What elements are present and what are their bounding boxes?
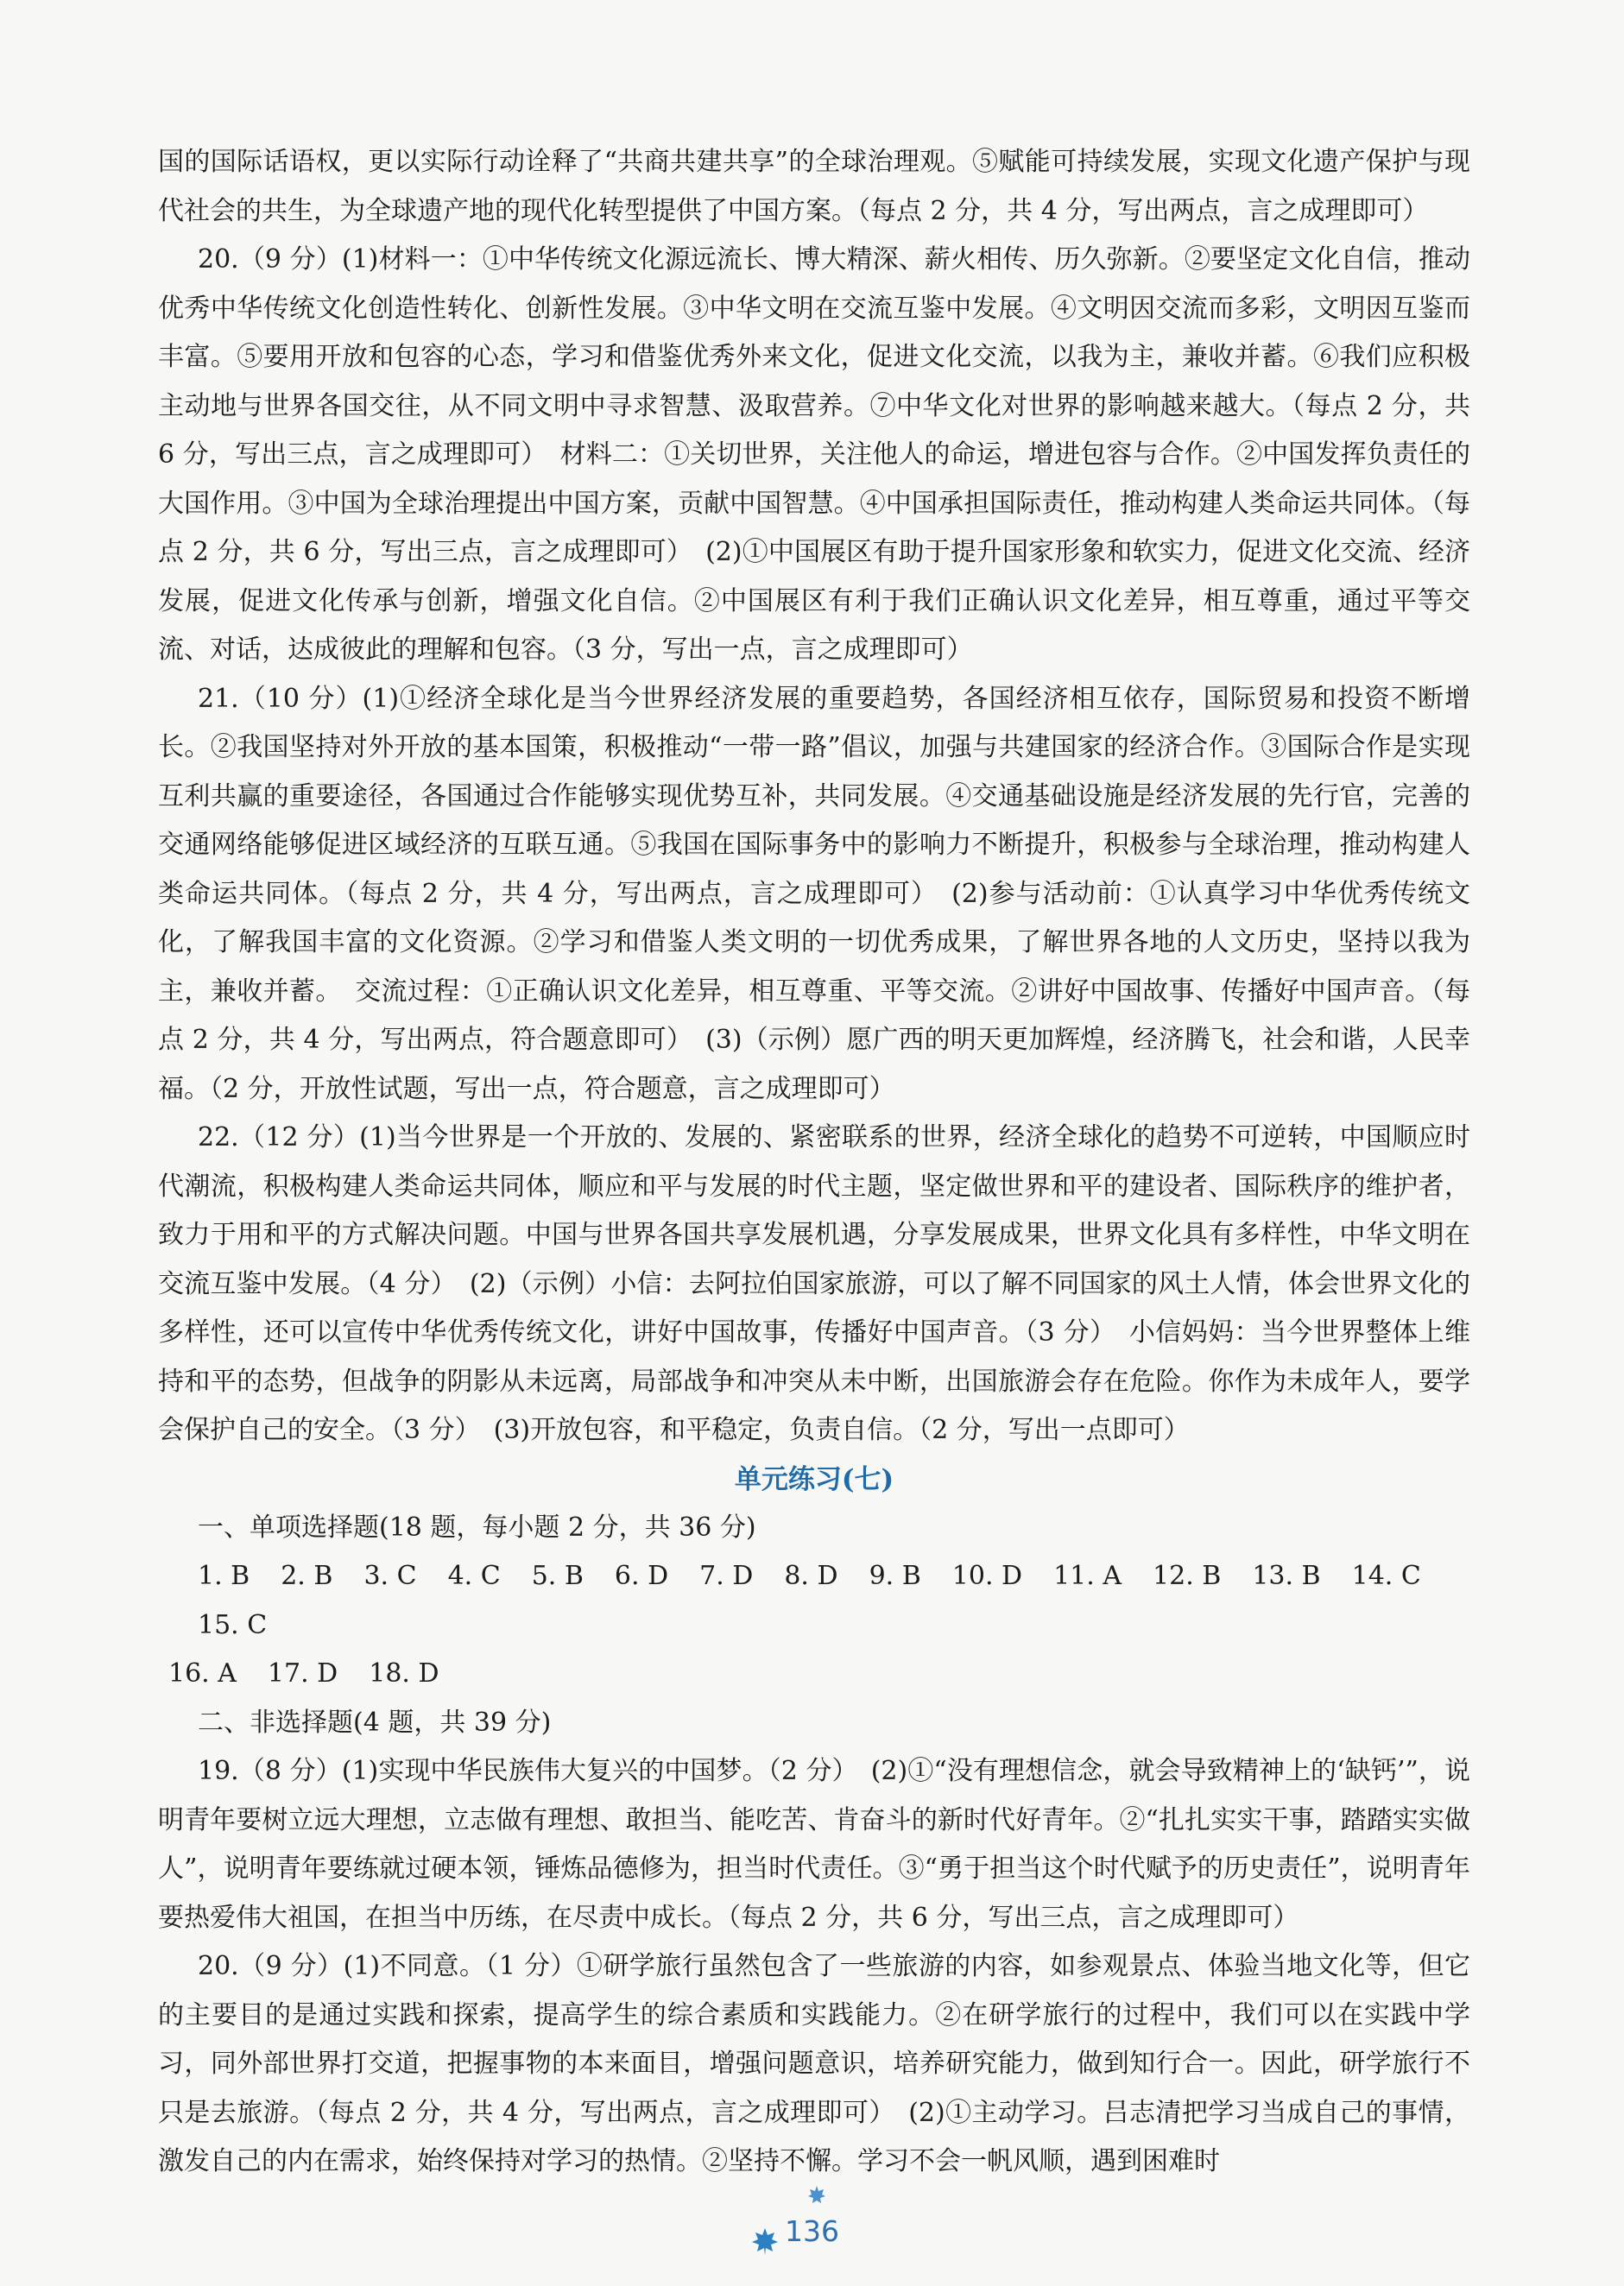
answer-item: 3. C — [363, 1561, 417, 1591]
paragraph-q19: 19.（8 分）(1)实现中华民族伟大复兴的中国梦。（2 分） (2)①“没有理想信念，就会导致精神上的‘缺钙’”，说明青年要树立远大理想，立志做有理想、敢担当、能吃苦、肯奋斗的新时代好青年。②“扎扎实实干事，踏踏实实做人”，说明青年要练就过硬本领，锤炼品德修为，担当时代责任。③“勇于担当这个时代赋予的历史责任”，说明青年要热爱伟大祖国，在担当中历练，在尽责中成长。（每点 2 分，共 6 分，写出三点，言之成理即可） — [158, 1756, 1470, 1933]
answer-item: 11. A — [1053, 1561, 1122, 1591]
answer-item: 12. B — [1153, 1561, 1222, 1591]
answer-item: 1. B — [198, 1561, 250, 1591]
answer-item: 4. C — [447, 1561, 501, 1591]
answers-row-2 — [158, 1650, 1470, 1699]
answer-item: 2. B — [281, 1561, 333, 1591]
answer-item: 6. D — [614, 1561, 669, 1591]
maple-leaf-icon — [750, 2226, 780, 2256]
page-number-footer — [0, 2214, 1624, 2248]
part1-heading: 一、单项选择题(18 题，每小题 2 分，共 36 分) — [198, 1512, 756, 1543]
answer-item: 14. C — [1351, 1561, 1421, 1591]
answer-key-content — [158, 138, 1470, 2187]
paragraph-q21: 21.（10 分）(1)①经济全球化是当今世界经济发展的重要趋势，各国经济相互依存，国际贸易和投资不断增长。②我国坚持对外开放的基本国策，积极推动“一带一路”倡议，加强与共建国家的经济合作。③国际合作是实现互利共赢的重要途径，各国通过合作能够实现优势互补，共同发展。④交通基础设施是经济发展的先行官，完善的交通网络能够促进区域经济的互联互通。⑤我国在国际事务中的影响力不断提升，积极参与全球治理，推动构建人类命运共同体。（每点 2 分，共 4 分，写出两点，言之成理即可） (2)参与活动前：①认真学习中华优秀传统文化，了解我国丰富的文化资源。②学习和借鉴人类文明的一切优秀成果，了解世界各地的人文历史，坚持以我为主，兼收并蓄。 交流过程：①正确认识文化差异，相互尊重、平等交流。②讲好中国故事、传播好中国声音。（每点 2 分，共 4 分，写出两点，符合题意即可） (3)（示例）愿广西的明天更加辉煌，经济腾飞，社会和谐，人民幸福。（2 分，开放性试题，写出一点，符合题意，言之成理即可） — [158, 683, 1470, 1104]
answer-item: 16. A — [168, 1658, 237, 1689]
answer-item: 10. D — [951, 1561, 1023, 1591]
answers-row-1 — [158, 1552, 1470, 1650]
paragraph-q20: 20.（9 分）(1)材料一：①中华传统文化源远流长、博大精深、薪火相传、历久弥新。②要坚定文化自信，推动优秀中华传统文化创造性转化、创新性发展。③中华文明在交流互鉴中发展。④文明因交流而多彩，文明因互鉴而丰富。⑤要用开放和包容的心态，学习和借鉴优秀外来文化，促进文化交流，以我为主，兼收并蓄。⑥我们应积极主动地与世界各国交往，从不同文明中寻求智慧、汲取营养。⑦中华文化对世界的影响越来越大。（每点 2 分，共 6 分，写出三点，言之成理即可） 材料二：①关切世界，关注他人的命运，增进包容与合作。②中国发挥负责任的大国作用。③中国为全球治理提出中国方案，贡献中国智慧。④中国承担国际责任，推动构建人类命运共同体。（每点 2 分，共 6 分，写出三点，言之成理即可） (2)①中国展区有助于提升国家形象和软实力，促进文化交流、经济发展，促进文化传承与创新，增强文化自信。②中国展区有利于我们正确认识文化差异，相互尊重，通过平等交流、对话，达成彼此的理解和包容。（3 分，写出一点，言之成理即可） — [158, 244, 1470, 665]
page-number-text: 136 — [785, 2214, 839, 2248]
answer-item: 8. D — [784, 1561, 838, 1591]
answer-item: 5. B — [531, 1561, 584, 1591]
small-leaf-icon — [807, 2185, 826, 2204]
answer-item: 9. B — [869, 1561, 921, 1591]
paragraph-q22: 22.（12 分）(1)当今世界是一个开放的、发展的、紧密联系的世界，经济全球化的趋势不可逆转，中国顺应时代潮流，积极构建人类命运共同体，顺应和平与发展的时代主题，坚定做世界和平的建设者、国际秩序的维护者，致力于用和平的方式解决问题。中国与世界各国共享发展机遇，分享发展成果，世界文化具有多样性，中华文明在交流互鉴中发展。（4 分） (2)（示例）小信：去阿拉伯国家旅游，可以了解不同国家的风土人情，体会世界文化的多样性，还可以宣传中华优秀传统文化，讲好中国故事，传播好中国声音。（3 分） 小信妈妈：当今世界整体上维持和平的态势，但战争的阴影从未远离，局部战争和冲突从未中断，出国旅游会存在危险。你作为未成年人，要学会保护自己的安全。（3 分） (3)开放包容，和平稳定，负责自信。（2 分，写出一点即可） — [158, 1122, 1470, 1445]
answer-item: 18. D — [369, 1658, 439, 1689]
section-title: 单元练习(七) — [734, 1463, 894, 1495]
paragraph-q20-unit7: 20.（9 分）(1)不同意。（1 分）①研学旅行虽然包含了一些旅游的内容，如参观景点、体验当地文化等，但它的主要目的是通过实践和探索，提高学生的综合素质和实践能力。②在研学旅行的过程中，我们可以在实践中学习，同外部世界打交道，把握事物的本来面目，增强问题意识，培养研究能力，做到知行合一。因此，研学旅行不只是去旅游。（每点 2 分，共 4 分，写出两点，言之成理即可） (2)①主动学习。吕志清把学习当成自己的事情，激发自己的内在需求，始终保持对学习的热情。②坚持不懈。学习不会一帆风顺，遇到困难时 — [158, 1951, 1470, 2176]
paragraph-continued: 国的国际话语权，更以实际行动诠释了“共商共建共享”的全球治理观。⑤赋能可持续发展，实现文化遗产保护与现代社会的共生，为全球遗产地的现代化转型提供了中国方案。（每点 2 分，共 4 分，写出两点，言之成理即可） — [158, 147, 1470, 226]
answer-item: 15. C — [198, 1609, 268, 1640]
part2-heading: 二、非选择题(4 题，共 39 分) — [198, 1707, 552, 1738]
answer-item: 13. B — [1252, 1561, 1321, 1591]
answer-item: 7. D — [699, 1561, 754, 1591]
page-number — [776, 2214, 848, 2248]
answer-item: 17. D — [267, 1658, 338, 1689]
